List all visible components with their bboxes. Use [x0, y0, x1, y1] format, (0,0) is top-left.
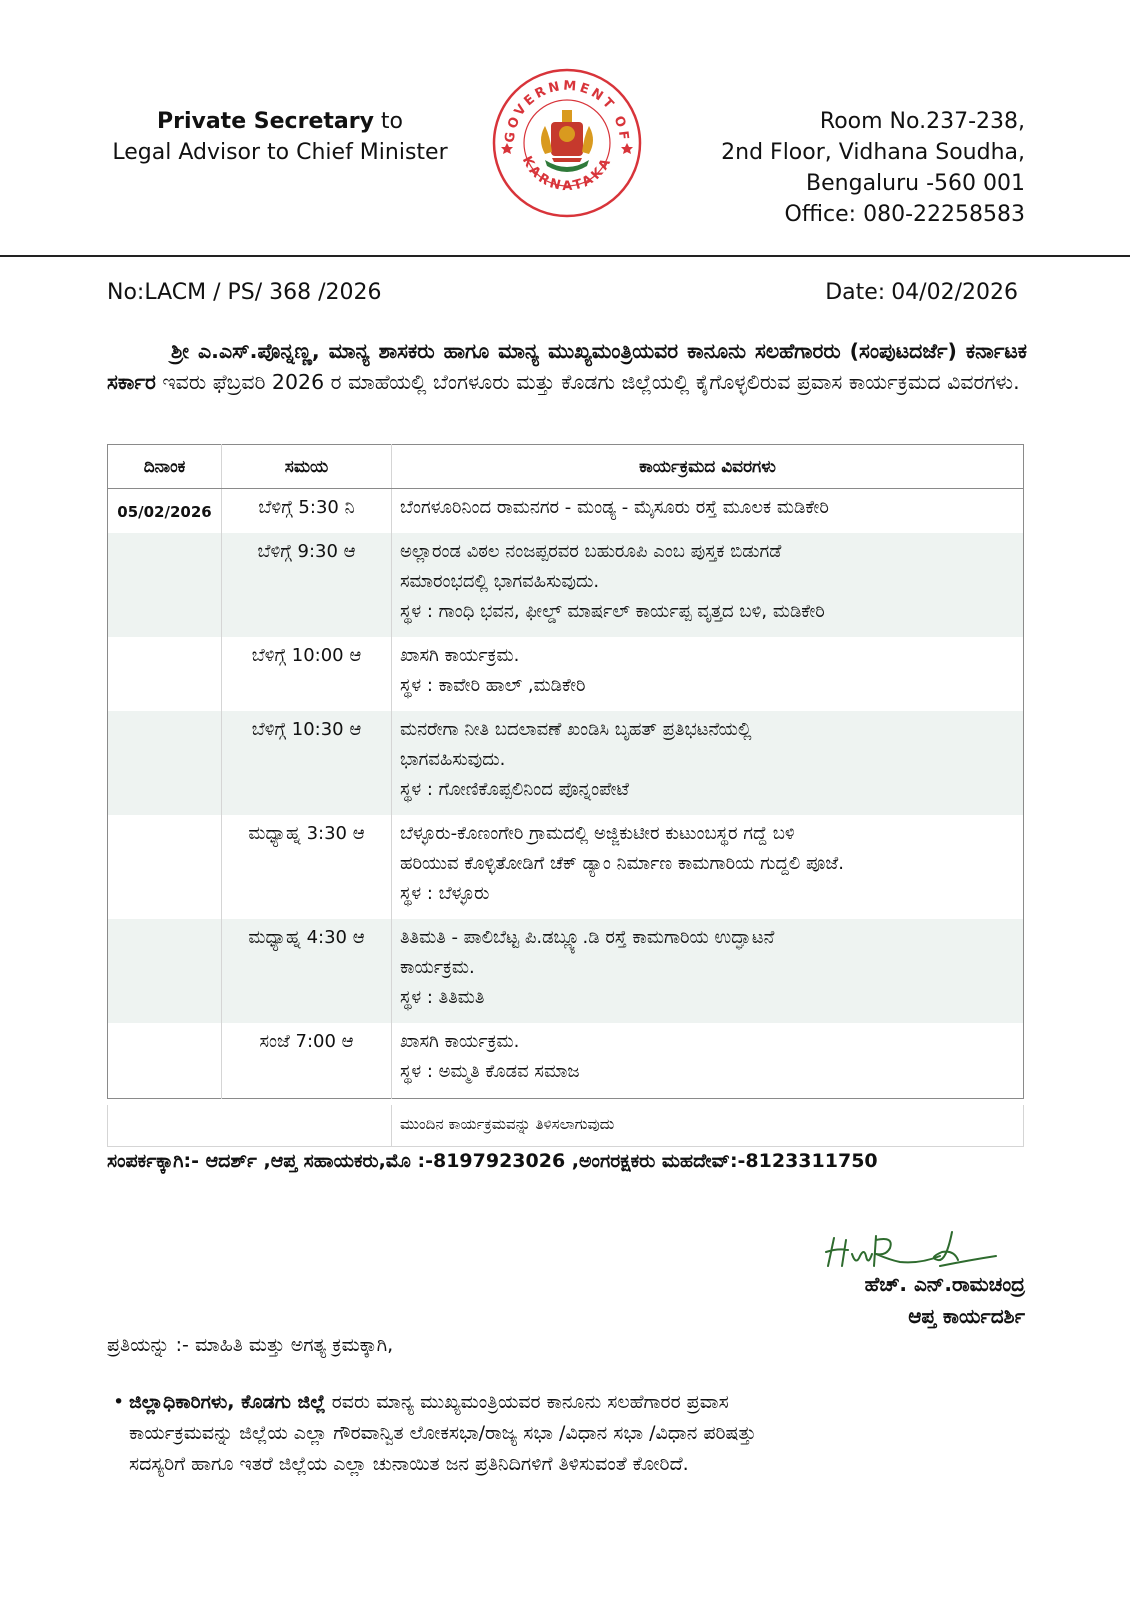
- schedule-table: [107, 444, 1024, 1099]
- list-item: [113, 1387, 993, 1480]
- recipient-name: ಜಿಲ್ಲಾಧಿಕಾರಿಗಳು, ಕೊಡಗು ಜಿಲ್ಲೆ: [129, 1391, 326, 1413]
- detail-line: ಖಾಸಗಿ ಕಾರ್ಯಕ್ರಮ.: [400, 1030, 520, 1052]
- row-time: ಸಂಜೆ 7:00 ಆ: [222, 1023, 392, 1099]
- row-details: [392, 919, 1024, 1023]
- detail-location: ಸ್ಥಳ : ತಿತಿಮತಿ: [400, 986, 485, 1008]
- row-time: ಬೆಳಿಗ್ಗೆ 10:00 ಆ: [222, 637, 392, 711]
- sender-to: to: [380, 109, 404, 134]
- row-details: [392, 489, 1024, 533]
- table-row: [108, 1023, 1024, 1099]
- row-time: ಬೆಳಿಗ್ಗೆ 10:30 ಆ: [222, 711, 392, 815]
- letter-date: [819, 280, 1018, 305]
- signatory-designation: ಆಪ್ತ ಕಾರ್ಯದರ್ಶಿ: [908, 1304, 1025, 1328]
- header-time: ಸಮಯ: [222, 445, 392, 489]
- detail-line: ಭಾಗವಹಿಸುವುದು.: [400, 748, 506, 770]
- detail-line: ಖಾಸಗಿ ಕಾರ್ಯಕ್ರಮ.: [400, 644, 520, 666]
- sender-block: [110, 106, 450, 168]
- row-date: [108, 711, 222, 815]
- address-line: Bengaluru -560 001: [806, 171, 1025, 196]
- row-time: ಮಧ್ಯಾಹ್ನ 3:30 ಆ: [222, 815, 392, 919]
- row-date: [108, 637, 222, 711]
- recipient-text: ಕಾರ್ಯಕ್ರಮವನ್ನು ಜಿಲ್ಲೆಯ ಎಲ್ಲಾ ಗೌರವಾನ್ವಿತ ಲೋಕಸಭಾ/ರಾಜ್ಯ ಸಭಾ /ವಿಧಾನ ಸಭಾ /ವಿಧಾನ ಪರಿಷತ್ತು: [129, 1422, 757, 1444]
- row-date: 05/02/2026: [108, 489, 222, 533]
- row-details: [392, 1023, 1024, 1099]
- reference-number: No:LACM / PS/ 368 /2026: [107, 280, 382, 305]
- detail-line: ತಿತಿಮತಿ - ಪಾಲಿಬೆಟ್ಟ ಪಿ.ಡಬ್ಲ್ಯೂ.ಡಿ ರಸ್ತೆ ಕಾಮಗಾರಿಯ ಉದ್ಘಾಟನೆ: [400, 926, 775, 948]
- recipient-text: ರವರು ಮಾನ್ಯ ಮುಖ್ಯಮಂತ್ರಿಯವರ ಕಾನೂನು ಸಲಹೆಗಾರರ ಪ್ರವಾಸ: [325, 1391, 729, 1413]
- karnataka-government-seal: [490, 66, 644, 220]
- emblem-icon: [541, 110, 593, 172]
- sender-title: Private Secretary: [156, 109, 374, 134]
- address-line: 2nd Floor, Vidhana Soudha,: [721, 140, 1025, 165]
- detail-line: ಮನರೇಗಾ ನೀತಿ ಬದಲಾವಣೆ ಖಂಡಿಸಿ ಬೃಹತ್ ಪ್ರತಿಭಟನೆಯಲ್ಲಿ: [400, 718, 752, 740]
- date-value: 04/02/2026: [891, 280, 1018, 305]
- intro-bold-text: ಶ್ರೀ ಎ.ಎಸ್.ಪೊನ್ನಣ್ಣ, ಮಾನ್ಯ ಶಾಸಕರು ಹಾಗೂ ಮಾನ್ಯ ಮುಖ್ಯಮಂತ್ರಿಯವರ ಕಾನೂನು ಸಲಹೆಗಾರರು (ಸಂಪುಟದರ್ಜೆ) ಕರ್ನಾಟಕ ಸರ್ಕಾರ: [107, 339, 1027, 394]
- row-time: ಬೆಳಿಗ್ಗೆ 5:30 ನಿ: [222, 489, 392, 533]
- header-details: ಕಾರ್ಯಕ್ರಮದ ವಿವರಗಳು: [392, 445, 1024, 489]
- signatory-name: ಹೆಚ್. ಎನ್.ರಾಮಚಂದ್ರ: [864, 1272, 1025, 1296]
- row-details: [392, 711, 1024, 815]
- table-row: [108, 489, 1024, 533]
- table-row: [108, 815, 1024, 919]
- header-divider: [0, 255, 1130, 257]
- office-address: [721, 106, 1025, 230]
- signatory-block: [865, 1268, 1025, 1332]
- table-row: [108, 711, 1024, 815]
- row-date: [108, 1023, 222, 1099]
- seal-text-top: GOVERNMENT OF: [502, 78, 632, 144]
- row-details: [392, 815, 1024, 919]
- copy-to-label: ಪ್ರತಿಯನ್ನು :- ಮಾಹಿತಿ ಮತ್ತು ಅಗತ್ಯ ಕ್ರಮಕ್ಕಾಗಿ,: [107, 1334, 394, 1356]
- detail-line: ಕಾರ್ಯಕ್ರಮ.: [400, 956, 475, 978]
- seal-text-bottom: KARNATAKA: [518, 153, 616, 195]
- table-footer-note: ಮುಂದಿನ ಕಾರ್ಯಕ್ರಮವನ್ನು ತಿಳಿಸಲಾಗುವುದು: [400, 1115, 615, 1133]
- detail-line: ಬೆಳ್ಳೂರು-ಕೊಣಂಗೇರಿ ಗ್ರಾಮದಲ್ಲಿ ಅಜ್ಜಿಕುಟೀರ ಕುಟುಂಬಸ್ಥರ ಗದ್ದೆ ಬಳಿ: [400, 822, 795, 844]
- table-footer-row: [107, 1105, 1024, 1147]
- contact-line: ಸಂಪರ್ಕಕ್ಕಾಗಿ:- ಆದರ್ಶ್ ,ಆಪ್ತ ಸಹಾಯಕರು,ಮೊ :-8197923026 ,ಅಂಗರಕ್ಷಕರು ಮಹದೇವ್:-8123311750: [107, 1150, 878, 1172]
- row-date: [108, 815, 222, 919]
- row-date: [108, 919, 222, 1023]
- table-row: [108, 533, 1024, 637]
- intro-text: ಇವರು ಫೆಬ್ರವರಿ 2026 ರ ಮಾಹೆಯಲ್ಲಿ ಬೆಂಗಳೂರು ಮತ್ತು ಕೊಡಗು ಜಿಲ್ಲೆಯಲ್ಲಿ ಕೈಗೊಳ್ಳಲಿರುವ ಪ್ರವಾಸ ಕಾರ್ಯಕ್ರಮದ ವಿವರಗಳು.: [155, 370, 1020, 394]
- detail-line: ಅಲ್ಲಾರಂಡ ವಿಠಲ ನಂಜಪ್ಪರವರ ಬಹುರೂಪಿ ಎಂಬ ಪುಸ್ತಕ ಬಿಡುಗಡೆ: [400, 540, 782, 562]
- sender-subtitle: Legal Advisor to Chief Minister: [112, 140, 448, 165]
- row-date: [108, 533, 222, 637]
- row-details: [392, 637, 1024, 711]
- table-header-row: [108, 445, 1024, 489]
- detail-line: ಬೆಂಗಳೂರಿನಿಂದ ರಾಮನಗರ - ಮಂಡ್ಯ - ಮೈಸೂರು ರಸ್ತೆ ಮೂಲಕ ಮಡಿಕೇರಿ: [400, 497, 829, 518]
- date-label: Date:: [825, 280, 886, 305]
- row-time: ಮಧ್ಯಾಹ್ನ 4:30 ಆ: [222, 919, 392, 1023]
- detail-location: ಸ್ಥಳ : ಅಮ್ಮತಿ ಕೊಡವ ಸಮಾಜ: [400, 1060, 580, 1082]
- detail-location: ಸ್ಥಳ : ಗೋಣಿಕೊಪ್ಪಲಿನಿಂದ ಪೊನ್ನಂಪೇಟೆ: [400, 778, 630, 800]
- detail-location: ಸ್ಥಳ : ಕಾವೇರಿ ಹಾಲ್ ,ಮಡಿಕೇರಿ: [400, 674, 586, 696]
- copy-recipients-list: [113, 1387, 993, 1480]
- recipient-text: ಸದಸ್ಯರಿಗೆ ಹಾಗೂ ಇತರೆ ಜಿಲ್ಲೆಯ ಎಲ್ಲಾ ಚುನಾಯಿತ ಜನ ಪ್ರತಿನಿದಿಗಳಿಗೆ ತಿಳಿಸುವಂತೆ ಕೋರಿದೆ.: [129, 1453, 689, 1475]
- detail-line: ಹರಿಯುವ ಕೊಳ್ಳಿತೋಡಿಗೆ ಚೆಕ್ ಡ್ಯಾಂ ನಿರ್ಮಾಣ ಕಾಮಗಾರಿಯ ಗುದ್ದಲಿ ಪೂಜೆ.: [400, 852, 844, 874]
- detail-location: ಸ್ಥಳ : ಬೆಳ್ಳೂರು: [400, 882, 490, 904]
- table-row: [108, 637, 1024, 711]
- intro-paragraph: [107, 336, 1027, 398]
- table-row: [108, 919, 1024, 1023]
- row-details: [392, 533, 1024, 637]
- office-phone: Office: 080-22258583: [784, 202, 1025, 227]
- detail-line: ಸಮಾರಂಭದಲ್ಲಿ ಭಾಗವಹಿಸುವುದು.: [400, 570, 600, 592]
- header-date: ದಿನಾಂಕ: [108, 445, 222, 489]
- address-line: Room No.237-238,: [819, 109, 1025, 134]
- row-time: ಬೆಳಿಗ್ಗೆ 9:30 ಆ: [222, 533, 392, 637]
- detail-location: ಸ್ಥಳ : ಗಾಂಧಿ ಭವನ, ಫೀಲ್ಡ್ ಮಾರ್ಷಲ್ ಕಾರ್ಯಪ್ಪ ವೃತ್ತದ ಬಳಿ, ಮಡಿಕೇರಿ: [400, 600, 825, 622]
